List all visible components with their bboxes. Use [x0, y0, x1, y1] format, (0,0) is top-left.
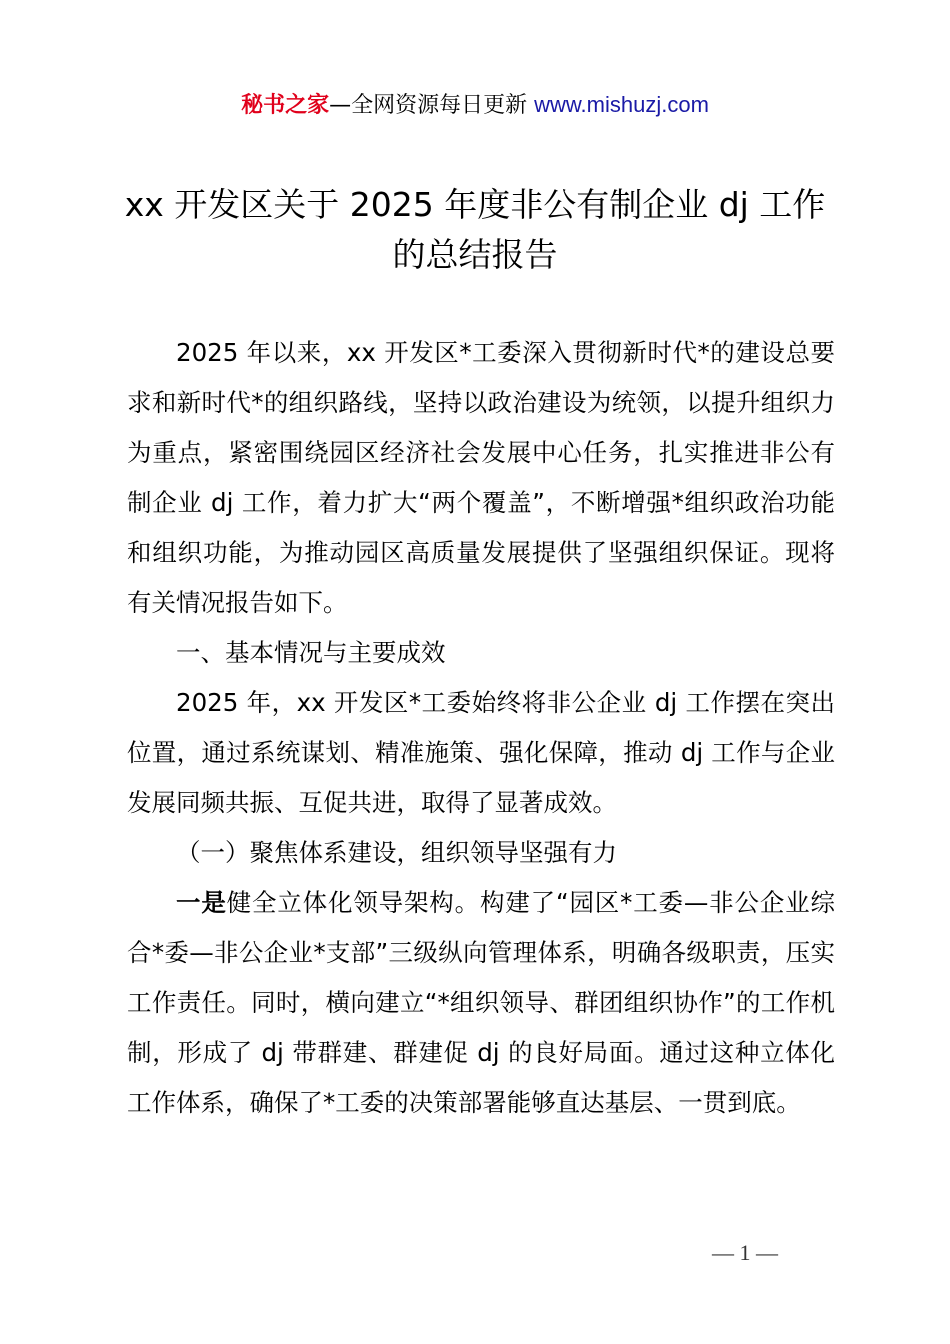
section-paragraph: 2025 年，xx 开发区*工委始终将非公企业 dj 工作摆在突出位置，通过系统谋划、精准施策、强化保障，推动 dj 工作与企业发展同频共振、互促共进，取得了显著成效。 — [127, 688, 835, 817]
point-lead: 一是 — [176, 888, 227, 917]
page-number: — 1 — — [712, 1240, 778, 1265]
site-name: 秘书之家 — [241, 93, 330, 118]
site-url-link[interactable]: www.mishuzj.com — [534, 92, 709, 117]
section-heading: 一、基本情况与主要成效 — [176, 638, 446, 667]
site-slogan: —全网资源每日更新 — [329, 93, 535, 118]
document-title-line-2: 的总结报告 — [392, 235, 558, 274]
site-header — [0, 88, 950, 123]
document-title-line-1: xx 开发区关于 2025 年度非公有制企业 dj 工作 — [124, 185, 826, 224]
point-body: 健全立体化领导架构。构建了“园区*工委—非公企业综合*委—非公企业*支部”三级纵向管理体系，明确各级职责，压实工作责任。同时，横向建立“*组织领导、群团组织协作”的工作机制，形成了 dj 带群建、群建促 dj 的良好局面。通过这种立体化工作体系，确保了*工委的决策部署能够直达基层、一贯到底。 — [127, 888, 836, 1117]
subsection-heading: （一）聚焦体系建设，组织领导坚强有力 — [176, 838, 617, 867]
intro-paragraph: 2025 年以来，xx 开发区*工委深入贯彻新时代*的建设总要求和新时代*的组织路线，坚持以政治建设为统领，以提升组织力为重点，紧密围绕园区经济社会发展中心任务，扎实推进非公有制企业 dj 工作，着力扩大“两个覆盖”，不断增强*组织政治功能和组织功能，为推动园区高质量发展提供了坚强组织保证。现将有关情况报告如下。 — [127, 338, 835, 617]
document-title — [100, 180, 850, 280]
document-body — [127, 328, 835, 1128]
point-paragraph — [127, 878, 835, 1128]
